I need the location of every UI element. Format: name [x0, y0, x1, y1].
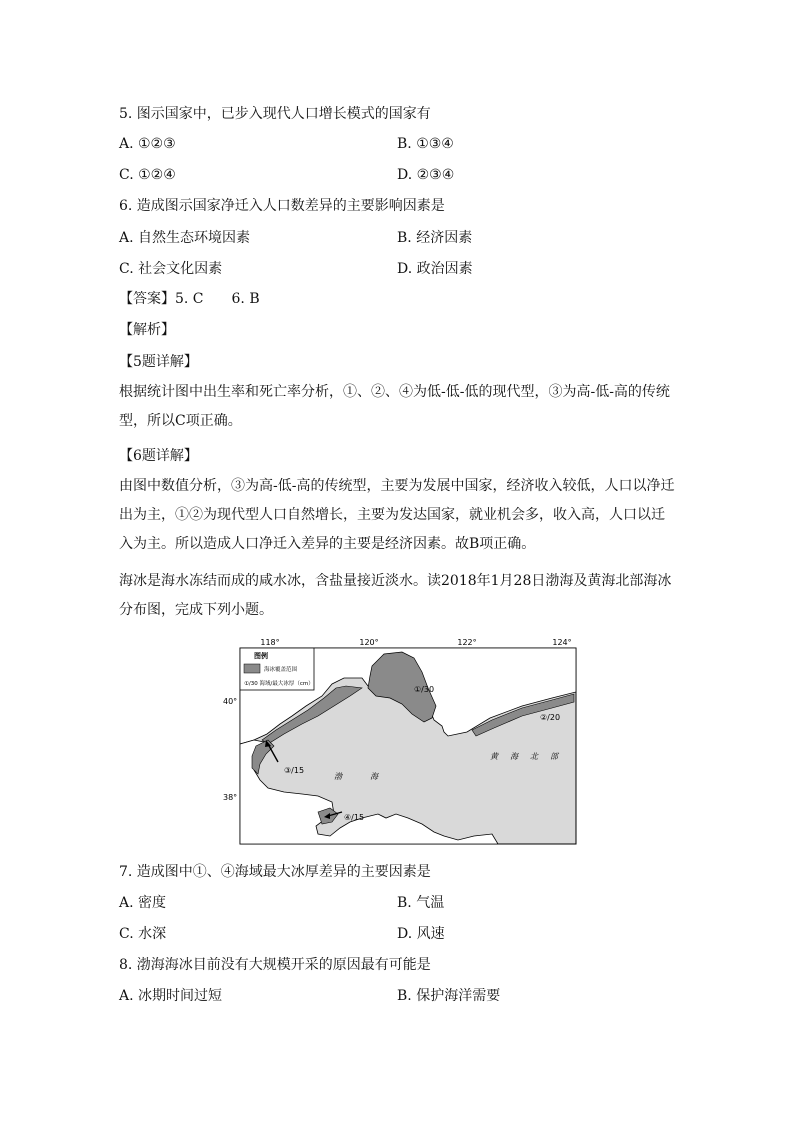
q7-stem: 7. 造成图中①、④海域最大冰厚差异的主要因素是: [119, 864, 431, 880]
yellow-label-3: 北: [530, 752, 538, 761]
q5-option-d: D. ②③④: [397, 167, 455, 183]
q5-option-b: B. ①③④: [397, 136, 454, 152]
lon-label-124: 124°: [552, 638, 572, 647]
detail5-heading: 【5题详解】: [119, 354, 198, 370]
marker-4: ④/15: [344, 813, 365, 822]
legend-shade-label: 海冰覆盖范围: [264, 667, 298, 673]
q5-stem: 5. 图示国家中，已步入现代人口增长模式的国家有: [119, 106, 431, 122]
lon-label-120: 120°: [359, 638, 379, 647]
legend-swatch: [244, 664, 260, 673]
sea-label-bo: 渤: [334, 772, 342, 781]
lon-label-122: 122°: [457, 638, 477, 647]
q6-option-c: C. 社会文化因素: [119, 261, 223, 277]
answer-line: 【答案】5. C 6. B: [119, 291, 260, 307]
q7-option-b: B. 气温: [397, 895, 445, 911]
marker-2: ②/20: [540, 713, 561, 722]
sea-ice-map: [222, 636, 578, 846]
q8-stem: 8. 渤海海冰目前没有大规模开采的原因最有可能是: [119, 957, 431, 973]
analysis-heading: 【解析】: [119, 322, 175, 338]
legend-title: 图例: [254, 652, 268, 660]
q7-option-a: A. 密度: [119, 895, 167, 911]
q5-option-a: A. ①②③: [119, 136, 176, 152]
q5-option-c: C. ①②④: [119, 167, 176, 183]
q6-option-a: A. 自然生态环境因素: [119, 230, 251, 246]
lat-label-38: 38°: [223, 793, 238, 802]
q8-option-a: A. 冰期时间过短: [119, 988, 223, 1004]
detail6-heading: 【6题详解】: [119, 448, 198, 464]
lon-label-118: 118°: [260, 638, 280, 647]
q8-option-b: B. 保护海洋需要: [397, 988, 501, 1004]
intro-text: 海冰是海水冻结而成的咸水冰，含盐量接近淡水。读2018年1月28日渤海及黄海北部海冰分布图，完成下列小题。: [119, 573, 672, 618]
sea-label-hai: 海: [370, 772, 378, 781]
lat-label-40: 40°: [223, 697, 238, 706]
marker-3: ③/15: [284, 766, 305, 775]
legend-note: ①/30 海域/最大冰厚（cm）: [244, 681, 314, 687]
yellow-label-1: 黄: [490, 752, 498, 761]
q7-option-c: C. 水深: [119, 926, 167, 942]
yellow-label-4: 部: [550, 752, 558, 761]
q7-option-d: D. 风速: [397, 926, 445, 942]
q6-option-d: D. 政治因素: [397, 261, 473, 277]
yellow-label-2: 海: [510, 752, 518, 761]
detail6-text: 由图中数值分析，③为高-低-高的传统型，主要为发展中国家，经济收入较低，人口以净迁出为主，①②为现代型人口自然增长，主要为发达国家，就业机会多，收入高，人口以迁入为主。所以造成人口净迁入差异的主要是经济因素。故B项正确。: [119, 478, 675, 552]
q6-option-b: B. 经济因素: [397, 230, 473, 246]
detail5-text: 根据统计图中出生率和死亡率分析，①、②、④为低-低-低的现代型，③为高-低-高的传统型，所以C项正确。: [119, 384, 670, 429]
q6-stem: 6. 造成图示国家净迁入人口数差异的主要影响因素是: [119, 198, 445, 214]
marker-1: ①/30: [414, 685, 435, 694]
